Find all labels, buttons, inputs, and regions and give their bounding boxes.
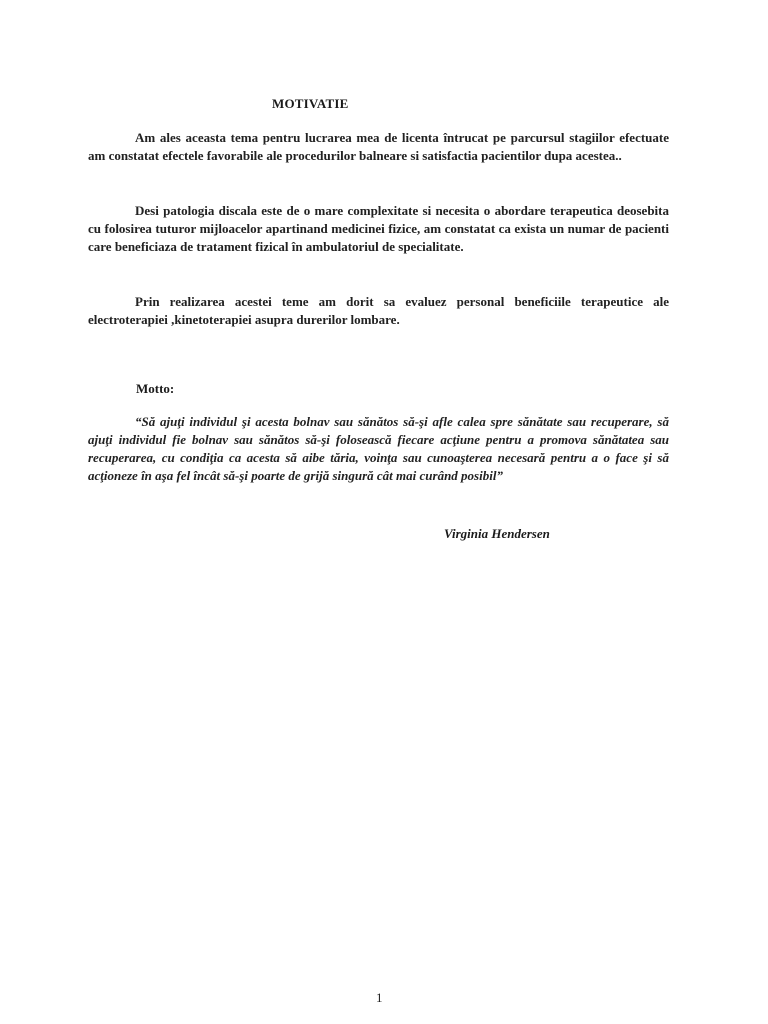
motto-quote: “Să ajuţi individul şi acesta bolnav sau sănătos să-şi afle calea spre sănătate sau recuperare, să ajuţi individul fie bolnav sau sănătos să-şi folosească fiecare acţiune pentru a promova sănătatea sau recuperarea, cu condiţia ca acesta să aibe tăria, voinţa sau cunoaşterea necesară pentru a o face şi să acţioneze în aşa fel încât să-şi poarte de grijă singură cât mai curând posibil” — [88, 414, 669, 483]
paragraph-2: Desi patologia discala este de o mare complexitate si necesita o abordare terapeutica deosebita cu folosirea tuturor mijloacelor apartinand medicinei fizice, am constatat ca exista un numar de pacienti care beneficiaza de tratament fizical în ambulatoriul de specialitate. — [88, 203, 669, 254]
motto-author: Virginia Hendersen — [444, 526, 550, 541]
paragraph-1: Am ales aceasta tema pentru lucrarea mea de licenta întrucat pe parcursul stagiilor efectuate am constatat efectele favorabile ale procedurilor balneare si satisfactia pacientilor dupa acestea.. — [88, 130, 669, 163]
page-number: 1 — [376, 990, 383, 1005]
motto-label: Motto: — [136, 381, 175, 396]
page-title: MOTIVATIE — [272, 96, 349, 111]
paragraph-3: Prin realizarea acestei teme am dorit sa evaluez personal beneficiile terapeutice ale electroterapiei ,kinetoterapiei asupra durerilor lombare. — [88, 294, 669, 327]
